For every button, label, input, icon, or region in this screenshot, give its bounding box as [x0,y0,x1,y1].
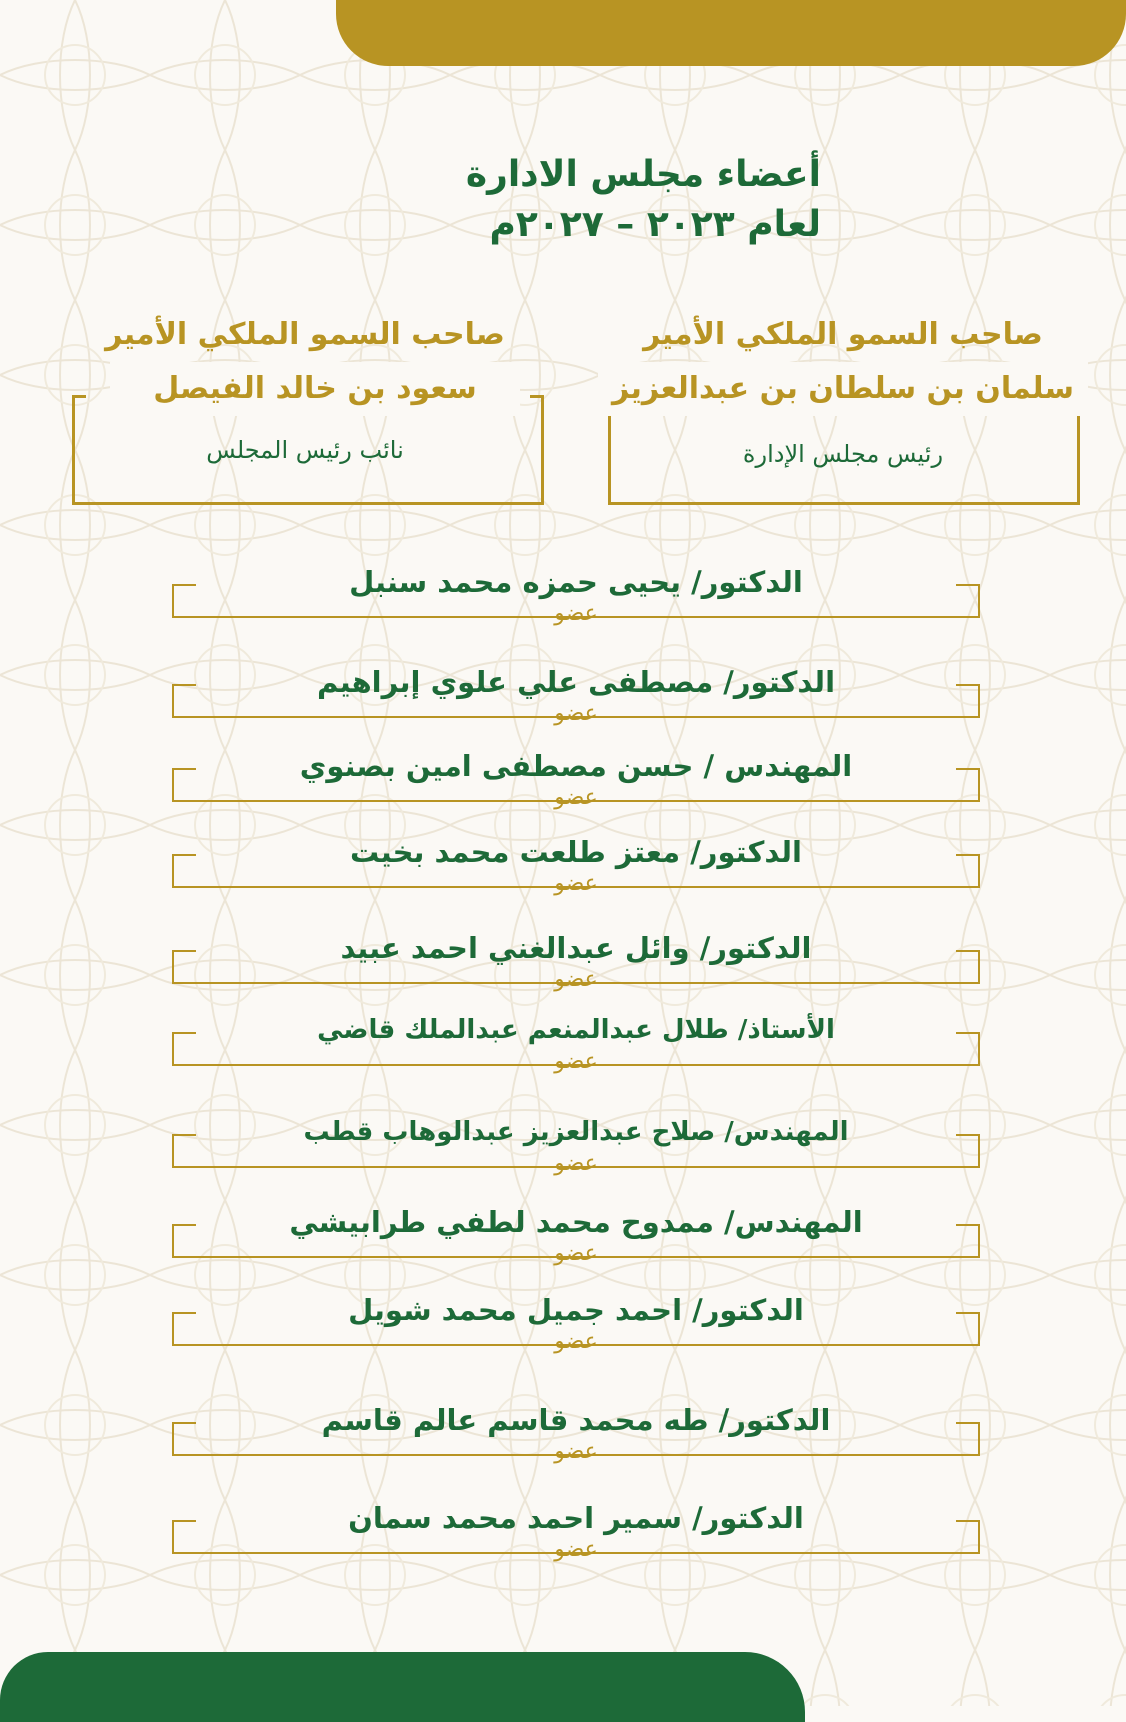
member-name: الأستاذ/ طلال عبدالمنعم عبدالملك قاضي [317,1015,835,1045]
vice-chairman-role: نائب رئيس المجلس [206,436,404,464]
member-role: عضو [554,1049,598,1074]
member-name: الدكتور/ احمد جميل محمد شويل [348,1293,804,1327]
vice-chairman-name: سعود بن خالد الفيصل [110,362,520,416]
member-name: الدكتور/ مصطفى علي علوي إبراهيم [316,665,836,699]
member-name: المهندس/ ممدوح محمد لطفي طرابيشي [289,1205,863,1239]
member-name: الدكتور/ يحيى حمزه محمد سنبل [349,565,803,599]
member-name: الدكتور/ معتز طلعت محمد بخيت [350,835,802,869]
member-card [172,565,980,626]
member-name: الدكتور/ وائل عبدالغني احمد عبيد [340,931,812,965]
member-name: الدكتور/ طه محمد قاسم عالم قاسم [321,1403,831,1437]
member-role: عضو [554,1329,598,1354]
vice-chairman-honorific: صاحب السمو الملكي الأمير [105,317,505,352]
bottom-decorative-bar [0,1652,805,1722]
chairman-name: سلمان بن سلطان بن عبدالعزيز [598,362,1088,416]
member-role: عضو [554,785,598,810]
member-role: عضو [554,967,598,992]
member-name: الدكتور/ سمير احمد محمد سمان [348,1501,804,1535]
member-role: عضو [554,1241,598,1266]
chairman-honorific: صاحب السمو الملكي الأمير [643,317,1043,352]
member-card [172,749,980,810]
title-line-1: أعضاء مجلس الادارة [465,154,821,195]
member-card [172,1293,980,1354]
member-role: عضو [554,1151,598,1176]
member-role: عضو [554,1439,598,1464]
member-card [172,665,980,726]
member-card [172,1501,980,1562]
member-card [172,1015,980,1074]
member-role: عضو [554,1537,598,1562]
member-card [172,1117,980,1176]
chairman-role: رئيس مجلس الإدارة [742,440,944,468]
member-card [172,931,980,992]
member-name: المهندس/ صلاح عبدالعزيز عبدالوهاب قطب [303,1117,849,1147]
member-name: المهندس / حسن مصطفى امين بصنوي [299,749,853,783]
member-role: عضو [554,601,598,626]
top-decorative-bar [336,0,1126,66]
title-line-2: لعام ٢٠٢٣ – ٢٠٢٧م [489,204,821,245]
page-title [221,150,821,250]
member-card [172,835,980,896]
member-role: عضو [554,871,598,896]
member-card [172,1403,980,1464]
member-card [172,1205,980,1266]
member-role: عضو [554,701,598,726]
